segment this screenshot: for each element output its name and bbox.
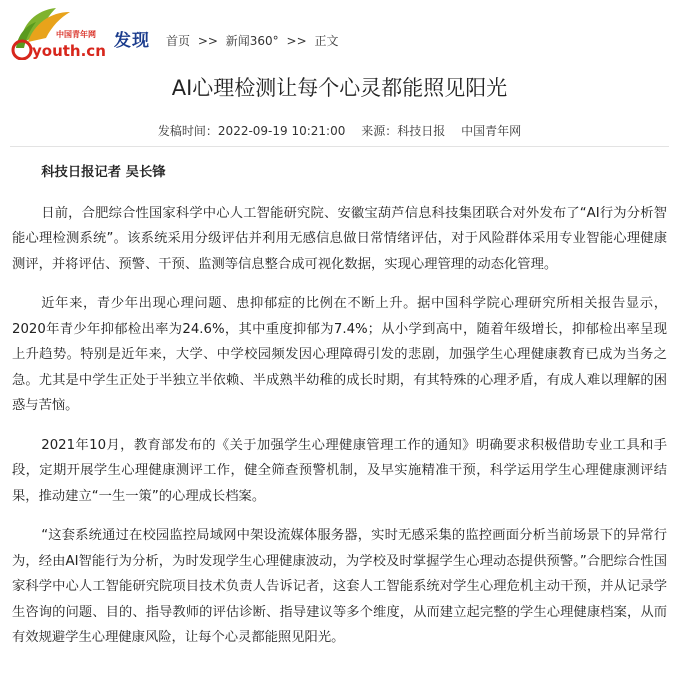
paragraph: “这套系统通过在校园监控局域网中架设流媒体服务器，实时无感采集的监控画面分析当前场景下的异常行为，经由AI智能行为分析，为时发现学生心理健康波动，为学校及时掌握学生心理动态提供预警。”合肥综合性国家科学中心人工智能研究院项目技术负责人告诉记者，这套人工智能系统对学生心理危机主动干预，并从记录学生咨询的问题、目的、指导教师的评估诊断、指导建议等多个维度，从而建立起完整的学生心理健康档案，从而有效规避学生心理健康风险，让每个心灵都能照见阳光。 [12,528,667,645]
site-header [0,0,679,64]
youth-cn-logo[interactable] [10,4,110,60]
byline: 科技日报记者 吴长锋 [41,165,166,180]
article-title: AI心理检测让每个心灵都能照见阳光 [171,76,508,100]
source [361,124,445,138]
publish-time-value: 2022-09-19 10:21:00 [217,124,346,138]
article-body [12,160,667,665]
source-2: 中国青年网 [461,124,522,138]
logo-main-text: youth.cn [32,42,106,60]
channel-name[interactable]: 发现 [114,31,150,51]
publish-time [158,124,345,138]
source-label: 来源： [361,124,398,138]
breadcrumb-current[interactable]: 正文 [314,34,339,48]
publish-time-label: 发稿时间： [157,124,218,138]
paragraph: 日前，合肥综合性国家科学中心人工智能研究院、安徽宝葫芦信息科技集团联合对外发布了“AI行为分析智能心理检测系统”。该系统采用分级评估并利用无感信息做日常情绪评估，对于风险群体采用专业智能心理健康测评，并将评估、预警、干预、监测等信息整合成可视化数据，实现心理管理的动态化管理。 [12,205,667,272]
paragraph: 2021年10月，教育部发布的《关于加强学生心理健康管理工作的通知》明确要求积极借助专业工具和手段，定期开展学生心理健康测评工作，健全筛查预警机制，及早实施精准干预，科学运用学生心理健康测评结果，推动建立“一生一策”的心理成长档案。 [12,437,667,504]
breadcrumb-separator: >> [286,34,307,48]
breadcrumb-news360[interactable]: 新闻360° [225,34,279,48]
breadcrumb [166,32,338,49]
source-1: 科技日报 [397,124,446,138]
breadcrumb-separator: >> [197,34,218,48]
logo-top-text: 中国青年网 [56,30,96,39]
article-meta [0,122,679,139]
paragraph: 近年来，青少年出现心理问题、患抑郁症的比例在不断上升。据中国科学院心理研究所相关报告显示，2020年青少年抑郁检出率为24.6%，其中重度抑郁为7.4%；从小学到高中，随着年级增长，抑郁检出率呈现上升趋势。特别是近年来，大学、中学校园频发因心理障碍引发的悲剧，加强学生心理健康教育已成为当务之急。尤其是中学生正处于半独立半依赖、半成熟半幼稚的成长时期，有其特殊的心理矛盾，有成人难以理解的困惑与苦恼。 [12,296,667,413]
divider [10,146,669,147]
breadcrumb-home[interactable]: 首页 [166,34,191,48]
